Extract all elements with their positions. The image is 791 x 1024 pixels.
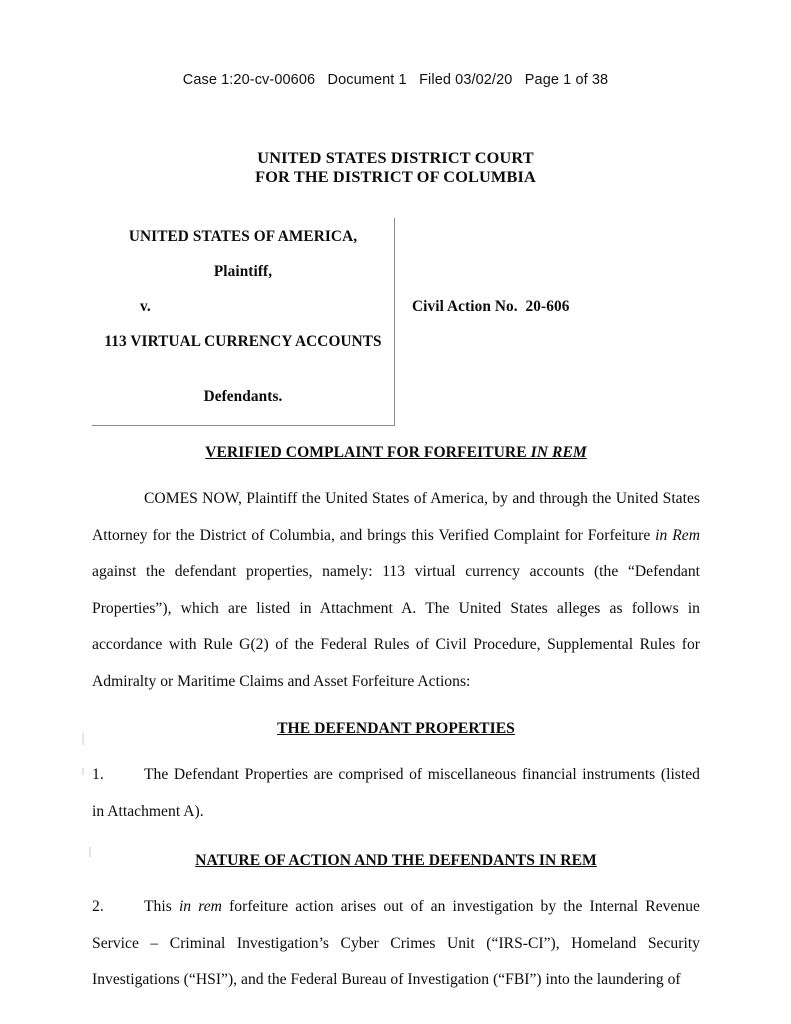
- caption-versus: v.: [140, 298, 151, 315]
- paragraph-1-text: The Defendant Properties are comprised of miscellaneous financial instruments (listed in Attachment A).: [92, 766, 700, 820]
- caption-plaintiff-name: UNITED STATES OF AMERICA,: [128, 228, 358, 245]
- case-caption-block: [92, 218, 700, 428]
- scan-artifact: [82, 768, 84, 775]
- intro-part2: against the defendant properties, namely: 113 virtual currency accounts (the “Defendant Properties”), which are listed in Attachment A. The United States alleges as follows in accordance with Rule G(2) of the Federal Rules of Civil Procedure, Supplemental Rules for Admiralty or Maritime Claims and Asset Forfeiture Actions:: [92, 563, 700, 690]
- intro-italic-in-rem: in Rem: [655, 526, 700, 544]
- court-title: [0, 148, 791, 186]
- section2-heading-text: NATURE OF ACTION AND THE DEFENDANTS IN REM: [195, 852, 597, 869]
- section-heading-defendant-properties: [92, 720, 700, 738]
- section1-heading-text: THE DEFENDANT PROPERTIES: [277, 720, 515, 737]
- complaint-title: [92, 444, 700, 462]
- caption-parties-cell: [92, 218, 395, 426]
- section-heading-nature-of-action: [92, 852, 700, 870]
- caption-case-number: Civil Action No. 20-606: [412, 298, 570, 315]
- court-title-line1: UNITED STATES DISTRICT COURT: [257, 148, 534, 167]
- paragraph-2-text-b: forfeiture action arises out of an investigation by the Internal Revenue Service – Criminal Investigation’s Cyber Crimes Unit (“IRS-CI”), Homeland Security Investigations (“HSI”), and the Federal Bureau of Investigation (“FBI”) into the laundering of: [92, 898, 700, 988]
- paragraph-number-1: 1.: [92, 766, 104, 783]
- caption-defendant-name: 113 VIRTUAL CURRENCY ACCOUNTS: [104, 333, 382, 350]
- ecf-stamp-header: Case 1:20-cv-00606 Document 1 Filed 03/02/20 Page 1 of 38: [182, 72, 609, 88]
- intro-paragraph: [92, 481, 700, 700]
- paragraph-2-text-a: This: [144, 898, 179, 915]
- complaint-title-italic: IN REM: [530, 444, 587, 461]
- scan-artifact: [82, 733, 84, 745]
- document-body: [92, 444, 700, 999]
- caption-plaintiff-role: Plaintiff,: [213, 263, 273, 280]
- paragraph-2-italic-in-rem: in rem: [178, 898, 222, 915]
- court-title-line2: FOR THE DISTRICT OF COLUMBIA: [255, 167, 536, 186]
- scan-artifact: [89, 847, 91, 857]
- complaint-title-main: VERIFIED COMPLAINT FOR FORFEITURE: [205, 444, 531, 461]
- caption-defendant-role: Defendants.: [203, 388, 283, 405]
- numbered-paragraph-2: [92, 889, 700, 999]
- paragraph-number-2: 2.: [92, 898, 104, 915]
- intro-part1: COMES NOW, Plaintiff the United States of America, by and through the United States Attorney for the District of Columbia, and brings this Verified Complaint for Forfeiture: [92, 490, 700, 544]
- numbered-paragraph-1: [92, 757, 700, 830]
